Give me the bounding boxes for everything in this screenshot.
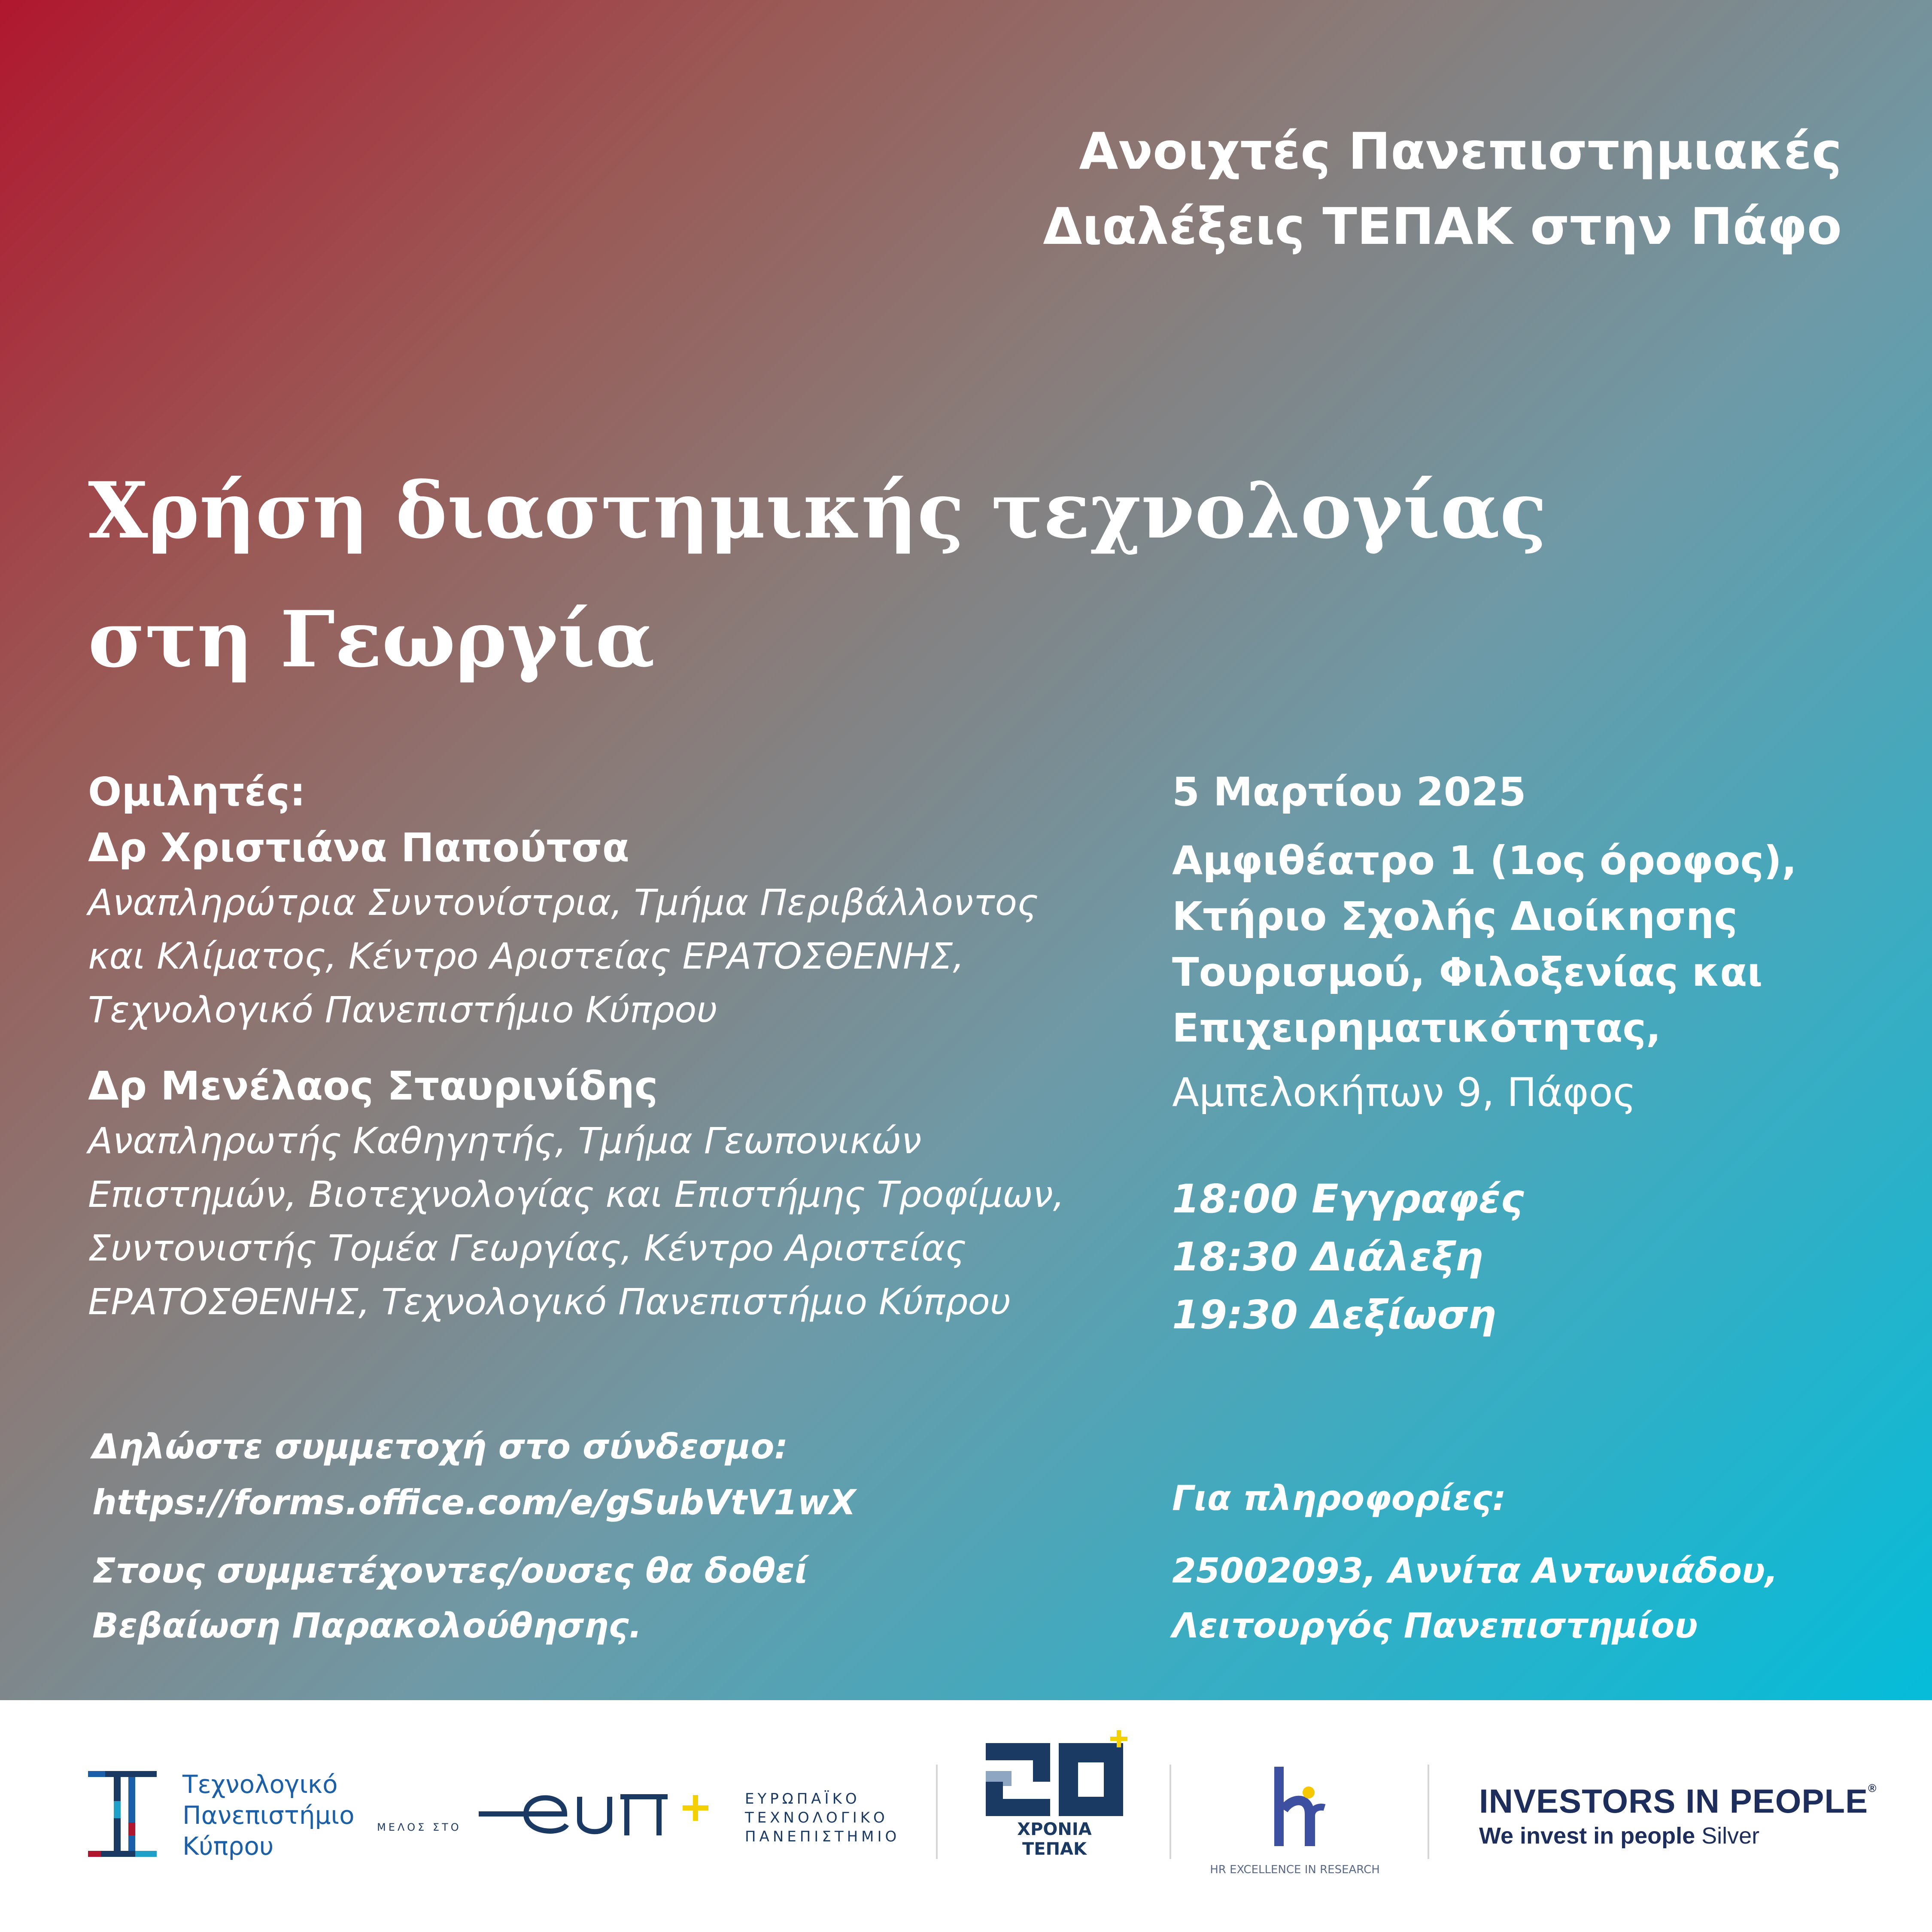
speaker <box>88 820 1140 1037</box>
registration <box>92 1419 1080 1531</box>
anniversary-label: ΧΡΟΝΙΑ ΤΕΠΑΚ <box>1017 1820 1092 1859</box>
speaker-role: Αναπληρωτής Καθηγητής, Τμήμα Γεωπονικών Επιστημών, Βιοτεχνολογίας και Επιστήμης Τροφίμων, Συντονιστής Τομέα Γεωργίας, Κέντρο Αριστείας ΕΡΑΤΟΣΘΕΝΗΣ, Τεχνολογικό Πανεπιστήμιο Κύπρου <box>88 1120 1065 1323</box>
tuc-name-line: Τεχνολογικό <box>182 1770 338 1799</box>
hr-excellence-logo-icon <box>1271 1767 1327 1853</box>
info-line: 25002093, Αννίτα Αντωνιάδου, <box>1172 1551 1778 1591</box>
event-venue: Αμφιθέατρο 1 (1ος όροφος), Κτήριο Σχολής Διοίκησης Τουρισμού, Φιλοξενίας και Επιχειρηματικότητας, <box>1172 838 1797 1051</box>
lecture-title-line: στη Γεωργία <box>88 594 655 685</box>
iip-name: INVESTORS IN PEOPLE <box>1479 1782 1868 1820</box>
footer-divider <box>1170 1765 1171 1859</box>
tuc-name-line: Πανεπιστήμιο <box>182 1801 355 1830</box>
footer-divider <box>936 1765 938 1859</box>
registration-link[interactable]: https://forms.office.com/e/gSubVtV1wX <box>92 1482 856 1522</box>
anniversary-logo-icon <box>986 1730 1132 1820</box>
series-title <box>726 114 1842 264</box>
event-address: Αμπελοκήπων 9, Πάφος <box>1172 1069 1636 1115</box>
tuc-logo-icon <box>88 1771 157 1857</box>
eut-name-line: ΠΑΝΕΠΙΣΤΗΜΙΟ <box>745 1828 900 1845</box>
eut-name-line: ΕΥΡΩΠΑΪΚΟ <box>745 1790 860 1807</box>
info-contact <box>1172 1543 1778 1653</box>
schedule-item: 19:30 Δεξίωση <box>1172 1292 1496 1338</box>
eut-name-line: ΤΕΧΝΟΛΟΓΙΚΟ <box>745 1809 888 1826</box>
member-of-label: ΜΕΛΟΣ ΣΤΟ <box>377 1821 462 1833</box>
certificate-line: Βεβαίωση Παρακολούθησης. <box>92 1606 642 1646</box>
event-schedule <box>1172 1170 1859 1344</box>
iip-tagline-bold: We invest in people <box>1479 1823 1695 1849</box>
registration-prompt: Δηλώστε συμμετοχή στο σύνδεσμο: <box>92 1427 788 1467</box>
iip-level: Silver <box>1701 1823 1760 1849</box>
lecture-title-line: Χρήση διαστημικής τεχνολογίας <box>88 465 1547 556</box>
info-line: Λειτουργός Πανεπιστημίου <box>1172 1606 1698 1646</box>
eut-logo-icon <box>479 1780 732 1840</box>
logo-footer <box>0 1700 1932 1932</box>
event-details <box>1172 764 1859 1344</box>
certificate-note <box>92 1543 1080 1653</box>
footer-divider <box>1428 1765 1429 1859</box>
speakers-section <box>88 764 1140 1329</box>
speaker <box>88 1058 1140 1329</box>
hr-caption: HR EXCELLENCE IN RESEARCH <box>1210 1863 1380 1876</box>
certificate-line: Στους συμμετέχοντες/ουσες θα δοθεί <box>92 1551 808 1591</box>
speaker-name: Δρ Μενέλαος Σταυρινίδης <box>88 1063 658 1109</box>
event-date: 5 Μαρτίου 2025 <box>1172 769 1526 815</box>
iip-logo <box>1479 1782 1877 1821</box>
lecture-title <box>88 447 1848 704</box>
iip-tagline <box>1479 1823 1759 1849</box>
registered-icon: ® <box>1868 1782 1877 1795</box>
speaker-name: Δρ Χριστιάνα Παπούτσα <box>88 825 629 871</box>
tuc-name-line: Κύπρου <box>182 1832 274 1861</box>
schedule-item: 18:00 Εγγραφές <box>1172 1176 1524 1222</box>
speakers-label: Ομιλητές: <box>88 769 306 815</box>
tuc-name <box>182 1769 355 1862</box>
info-label: Για πληροφορίες: <box>1172 1478 1506 1518</box>
speaker-role: Αναπληρώτρια Συντονίστρια, Τμήμα Περιβάλλοντος και Κλίματος, Κέντρο Αριστείας ΕΡΑΤΟΣΘΕΝΗΣ, Τεχνολογικό Πανεπιστήμιο Κύπρου <box>88 881 1039 1031</box>
eut-name <box>745 1789 900 1846</box>
series-title-line: Ανοιχτές Πανεπιστημιακές <box>1079 122 1842 181</box>
series-title-line: Διαλέξεις ΤΕΠΑΚ στην Πάφο <box>1043 197 1842 256</box>
schedule-item: 18:30 Διάλεξη <box>1172 1234 1483 1280</box>
